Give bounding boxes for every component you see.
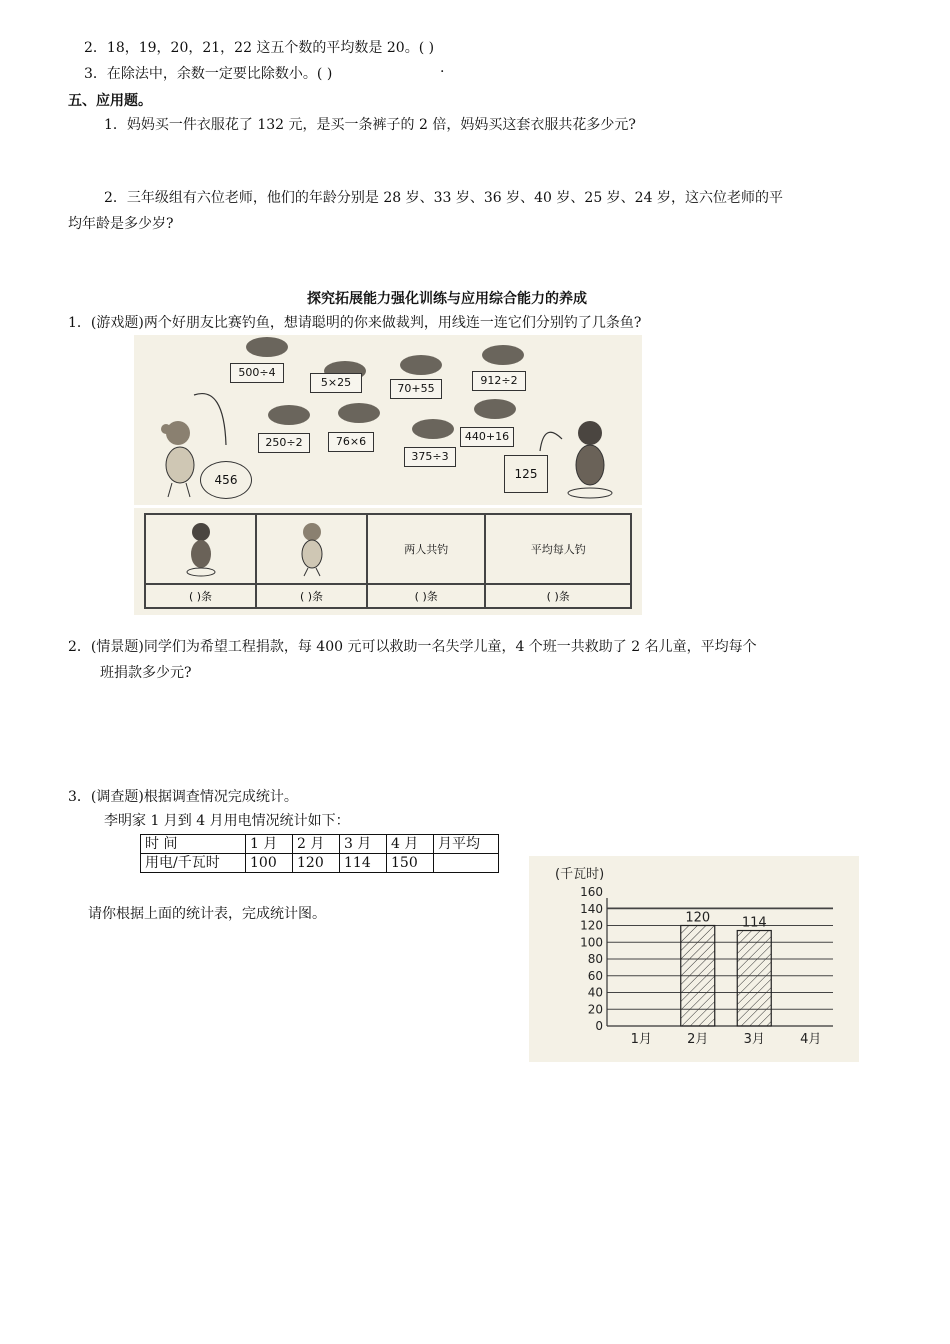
judge-q3: 3．在除法中，余数一定要比除数小。( )	[84, 66, 333, 82]
stray-dot: ·	[440, 64, 445, 80]
cat-fisher-icon	[538, 411, 628, 503]
explore-q3-task: 请你根据上面的统计表，完成统计图。	[88, 906, 326, 922]
x-tick-label: 3月	[743, 1032, 765, 1047]
fishing-picture	[134, 335, 642, 505]
x-tick-label: 4月	[800, 1032, 822, 1047]
avg-answer-cell[interactable]: ( )条	[485, 584, 631, 608]
applied-q1: 1．妈妈买一件衣服花了 132 元，是买一条裤子的 2 倍，妈妈买这套衣服共花多少元?	[104, 117, 636, 133]
fish-card-1[interactable]: 500÷4	[230, 363, 284, 383]
both-answer-cell[interactable]: ( )条	[367, 584, 485, 608]
bar	[737, 931, 771, 1026]
usage-cell: 120	[293, 854, 340, 873]
fish-card-3[interactable]: 70+55	[390, 379, 442, 399]
answer-table-box	[134, 508, 642, 615]
x-tick-label: 2月	[687, 1032, 709, 1047]
fish-card-8[interactable]: 375÷3	[404, 447, 456, 467]
usage-data-row	[141, 854, 499, 873]
y-tick-label: 140	[580, 901, 603, 916]
data-label: 114	[741, 915, 767, 931]
explore-q1: 1．(游戏题)两个好朋友比赛钓鱼，想请聪明的你来做裁判，用线连一连它们分别钓了几条鱼?	[68, 315, 642, 331]
usage-header-cell: 月平均	[434, 835, 499, 854]
y-tick-label: 20	[587, 1002, 603, 1017]
col-both-label: 两人共钓	[404, 543, 449, 556]
applied-q2-line2: 均年龄是多少岁?	[68, 216, 174, 232]
y-tick-label: 60	[587, 968, 603, 983]
fish-card-4[interactable]: 912÷2	[472, 371, 526, 391]
usage-table	[140, 834, 499, 873]
explore-title: 探究拓展能力强化训练与应用综合能力的养成	[307, 291, 587, 307]
usage-bar-chart	[529, 856, 859, 1062]
col-avg-label: 平均每人钓	[530, 543, 586, 556]
y-tick-label: 0	[595, 1019, 603, 1033]
data-label: 120	[685, 910, 711, 926]
usage-header-cell: 3 月	[340, 835, 387, 854]
monkey-answer-cell[interactable]: ( )条	[256, 584, 367, 608]
usage-header-cell: 4 月	[387, 835, 434, 854]
usage-cell: 114	[340, 854, 387, 873]
y-tick-label: 40	[587, 985, 603, 1000]
monkey-icon	[292, 518, 332, 578]
fish-card-6[interactable]: 76×6	[328, 432, 374, 452]
usage-header-cell: 时 间	[141, 835, 246, 854]
y-tick-label: 80	[587, 952, 603, 966]
monkey-header-cell	[256, 514, 367, 584]
usage-header-cell: 1 月	[246, 835, 293, 854]
judge-q2: 2．18，19，20，21，22 这五个数的平均数是 20。( )	[84, 40, 435, 56]
usage-cell: 用电/千瓦时	[141, 854, 246, 873]
cat-icon	[181, 518, 221, 578]
right-bucket[interactable]: 125	[504, 455, 548, 493]
both-header-cell	[367, 514, 485, 584]
explore-q3-intro: 李明家 1 月到 4 月用电情况统计如下：	[104, 813, 350, 829]
y-tick-label: 100	[580, 935, 603, 950]
cat-header-cell	[145, 514, 256, 584]
x-tick-label: 1月	[630, 1032, 652, 1047]
bar	[681, 926, 715, 1027]
y-axis-label: (千瓦时)	[555, 867, 605, 882]
usage-cell: 100	[246, 854, 293, 873]
explore-q2-line2: 班捐款多少元?	[100, 665, 192, 681]
fish-card-5[interactable]: 250÷2	[258, 433, 310, 453]
usage-average-input[interactable]	[434, 854, 499, 873]
applied-heading: 五、应用题。	[68, 93, 152, 109]
y-tick-label: 120	[580, 918, 603, 933]
usage-cell: 150	[387, 854, 434, 873]
explore-q2-line1: 2．(情景题)同学们为希望工程捐款，每 400 元可以救助一名失学儿童，4 个班一共救助了 2 名儿童，平均每个	[68, 639, 757, 655]
cat-answer-cell[interactable]: ( )条	[145, 584, 256, 608]
applied-q2-line1: 2．三年级组有六位老师，他们的年龄分别是 28 岁、33 岁、36 岁、40 岁、25 岁、24 岁，这六位老师的平	[104, 190, 783, 206]
usage-chart-box	[529, 856, 859, 1062]
fishing-answer-table	[144, 513, 632, 609]
usage-header-row	[141, 835, 499, 854]
explore-q3: 3．(调查题)根据调查情况完成统计。	[68, 789, 298, 805]
avg-header-cell	[485, 514, 631, 584]
usage-header-cell: 2 月	[293, 835, 340, 854]
fish-card-7[interactable]: 440+16	[460, 427, 514, 447]
left-bucket[interactable]: 456	[200, 461, 252, 499]
y-tick-label: 160	[580, 885, 603, 899]
fish-card-2[interactable]: 5×25	[310, 373, 362, 393]
